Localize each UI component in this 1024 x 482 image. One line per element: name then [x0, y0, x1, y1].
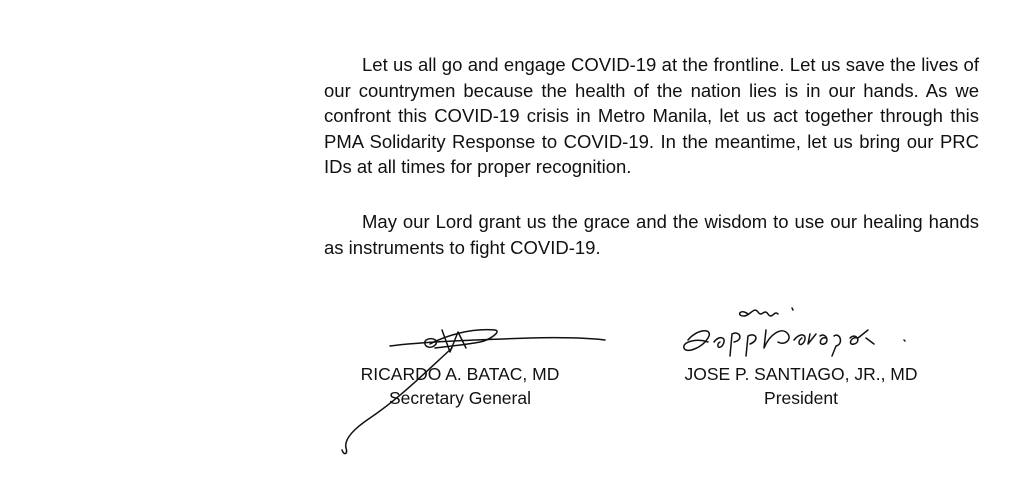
signatory-right-name: JOSE P. SANTIAGO, JR., MD: [684, 364, 918, 384]
signatory-right-title: President: [764, 388, 838, 408]
signatory-right: [670, 362, 932, 410]
body-paragraph-2: May our Lord grant us the grace and the wisdom to use our healing hands as instruments to fight COVID-19.: [324, 211, 979, 258]
signature-right: [678, 290, 923, 370]
body-paragraph-1: Let us all go and engage COVID-19 at the frontline. Let us save the lives of our countrymen because the health of the nation lies is in our hands. As we confront this COVID-19 crisis in Metro Manila, let us act together through this PMA Solidarity Response to COVID-19. In the meantime, let us bring our PRC IDs at all times for proper recognition.: [324, 54, 979, 177]
signatory-left-title: Secretary General: [388, 388, 531, 408]
signatory-left: [330, 362, 590, 410]
signatory-left-name: RICARDO A. BATAC, MD: [360, 364, 560, 384]
